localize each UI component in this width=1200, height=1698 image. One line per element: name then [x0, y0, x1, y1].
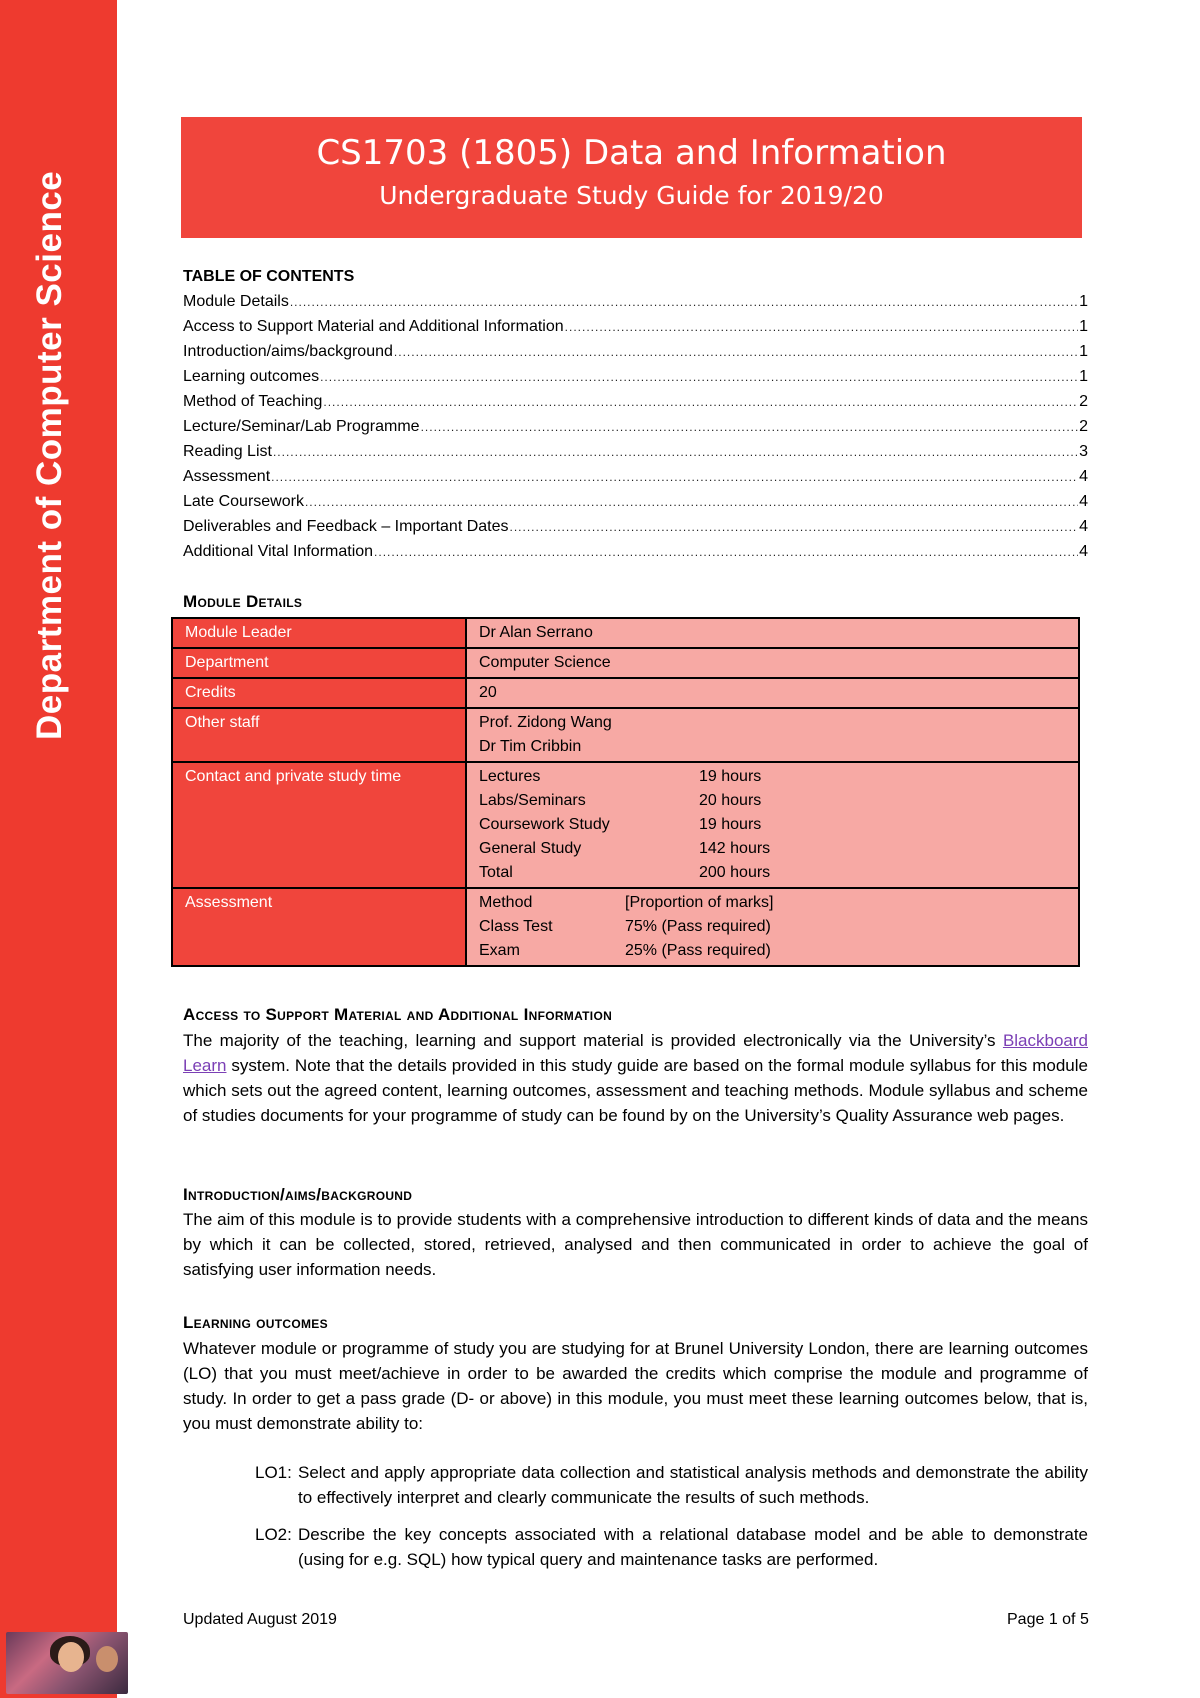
row-value: Method [Proportion of marks] Class Test 75% (Pass required) Exam 25% (Pass required) — [466, 888, 1079, 966]
table-of-contents — [183, 293, 1088, 568]
row-value: Computer Science — [466, 648, 1079, 678]
learning-paragraph: Whatever module or programme of study you are studying for at Brunel University London, there are learning outcomes (LO) that you must meet/achieve in order to be awarded the credits which comprise the module and programme of study. In order to get a pass grade (D- or above) in this module, you must meet these learning outcomes below, that is, you must demonstrate ability to: — [183, 1339, 1088, 1433]
access-paragraph: The majority of the teaching, learning and support material is provided electronically via the University’s Blackboard Learn system. Note that the details provided in this study guide are based on the formal module syllabus for this module which sets out the agreed content, learning outcomes, assessment and teaching methods. Module syllabus and scheme of studies documents for your programme of study can be found by on the University’s Quality Assurance web pages. — [183, 1031, 1088, 1125]
row-label: Department — [172, 648, 466, 678]
access-heading: Access to Support Material and Additional Information — [183, 1005, 613, 1024]
toc-item[interactable]: Access to Support Material and Additional Information ..... 1 — [183, 318, 1088, 343]
intro-paragraph: The aim of this module is to provide students with a comprehensive introduction to different kinds of data and the means by which it can be collected, stored, retrieved, analysed and then communicated in order to achieve the goal of satisfying user information needs. — [183, 1210, 1088, 1279]
module-title: CS1703 (1805) Data and Information — [316, 133, 947, 173]
row-value: Dr Alan Serrano — [466, 618, 1079, 648]
toc-heading: TABLE OF CONTENTS — [183, 268, 355, 285]
guide-subtitle: Undergraduate Study Guide for 2019/20 — [379, 181, 884, 210]
learning-outcome: LO1: Select and apply appropriate data collection and statistical analysis methods and demonstrate the ability to effectively interpret and clearly communicate the results of such methods. — [255, 1463, 1088, 1507]
toc-item[interactable]: Reading List ..... 3 — [183, 443, 1088, 468]
module-details-heading: Module Details — [183, 592, 303, 611]
row-label: Module Leader — [172, 618, 466, 648]
table-row — [172, 708, 1079, 762]
row-label: Credits — [172, 678, 466, 708]
row-label: Contact and private study time — [172, 762, 466, 888]
table-row — [172, 648, 1079, 678]
toc-item[interactable]: Assessment ..... 4 — [183, 468, 1088, 493]
table-row — [172, 888, 1079, 966]
footer-updated: Updated August 2019 — [183, 1611, 337, 1628]
footer-page-number: Page 1 of 5 — [1007, 1611, 1089, 1628]
toc-item[interactable]: Learning outcomes ..... 1 — [183, 368, 1088, 393]
table-row — [172, 762, 1079, 888]
toc-item[interactable]: Method of Teaching ..... 2 — [183, 393, 1088, 418]
blackboard-link[interactable]: Blackboard Learn — [183, 1031, 1088, 1075]
row-label: Assessment — [172, 888, 466, 966]
toc-item[interactable]: Introduction/aims/background ..... 1 — [183, 343, 1088, 368]
department-title: Department of Computer Science — [30, 170, 69, 740]
sidebar-band — [0, 0, 117, 1698]
title-banner — [181, 117, 1082, 238]
toc-item[interactable]: Deliverables and Feedback – Important Dates ..... 4 — [183, 518, 1088, 543]
row-value: Lectures 19 hours Labs/Seminars 20 hours Coursework Study 19 hours General Study 142 hours Total 200 hours — [466, 762, 1079, 888]
row-label: Other staff — [172, 708, 466, 762]
intro-heading: Introduction/aims/background — [183, 1185, 413, 1204]
toc-item[interactable]: Late Coursework ..... 4 — [183, 493, 1088, 518]
learning-heading: Learning outcomes — [183, 1313, 328, 1332]
table-row — [172, 678, 1079, 708]
module-details-table — [171, 617, 1080, 967]
students-photo — [6, 1632, 128, 1694]
toc-item[interactable]: Module Details ..... 1 — [183, 293, 1088, 318]
toc-item[interactable]: Additional Vital Information ..... 4 — [183, 543, 1088, 568]
toc-item[interactable]: Lecture/Seminar/Lab Programme ..... 2 — [183, 418, 1088, 443]
table-row — [172, 618, 1079, 648]
learning-outcome: LO2: Describe the key concepts associated with a relational database model and be able to demonstrate (using for e.g. SQL) how typical query and maintenance tasks are performed. — [255, 1525, 1088, 1569]
row-value: Prof. Zidong Wang Dr Tim Cribbin — [466, 708, 1079, 762]
row-value: 20 — [466, 678, 1079, 708]
